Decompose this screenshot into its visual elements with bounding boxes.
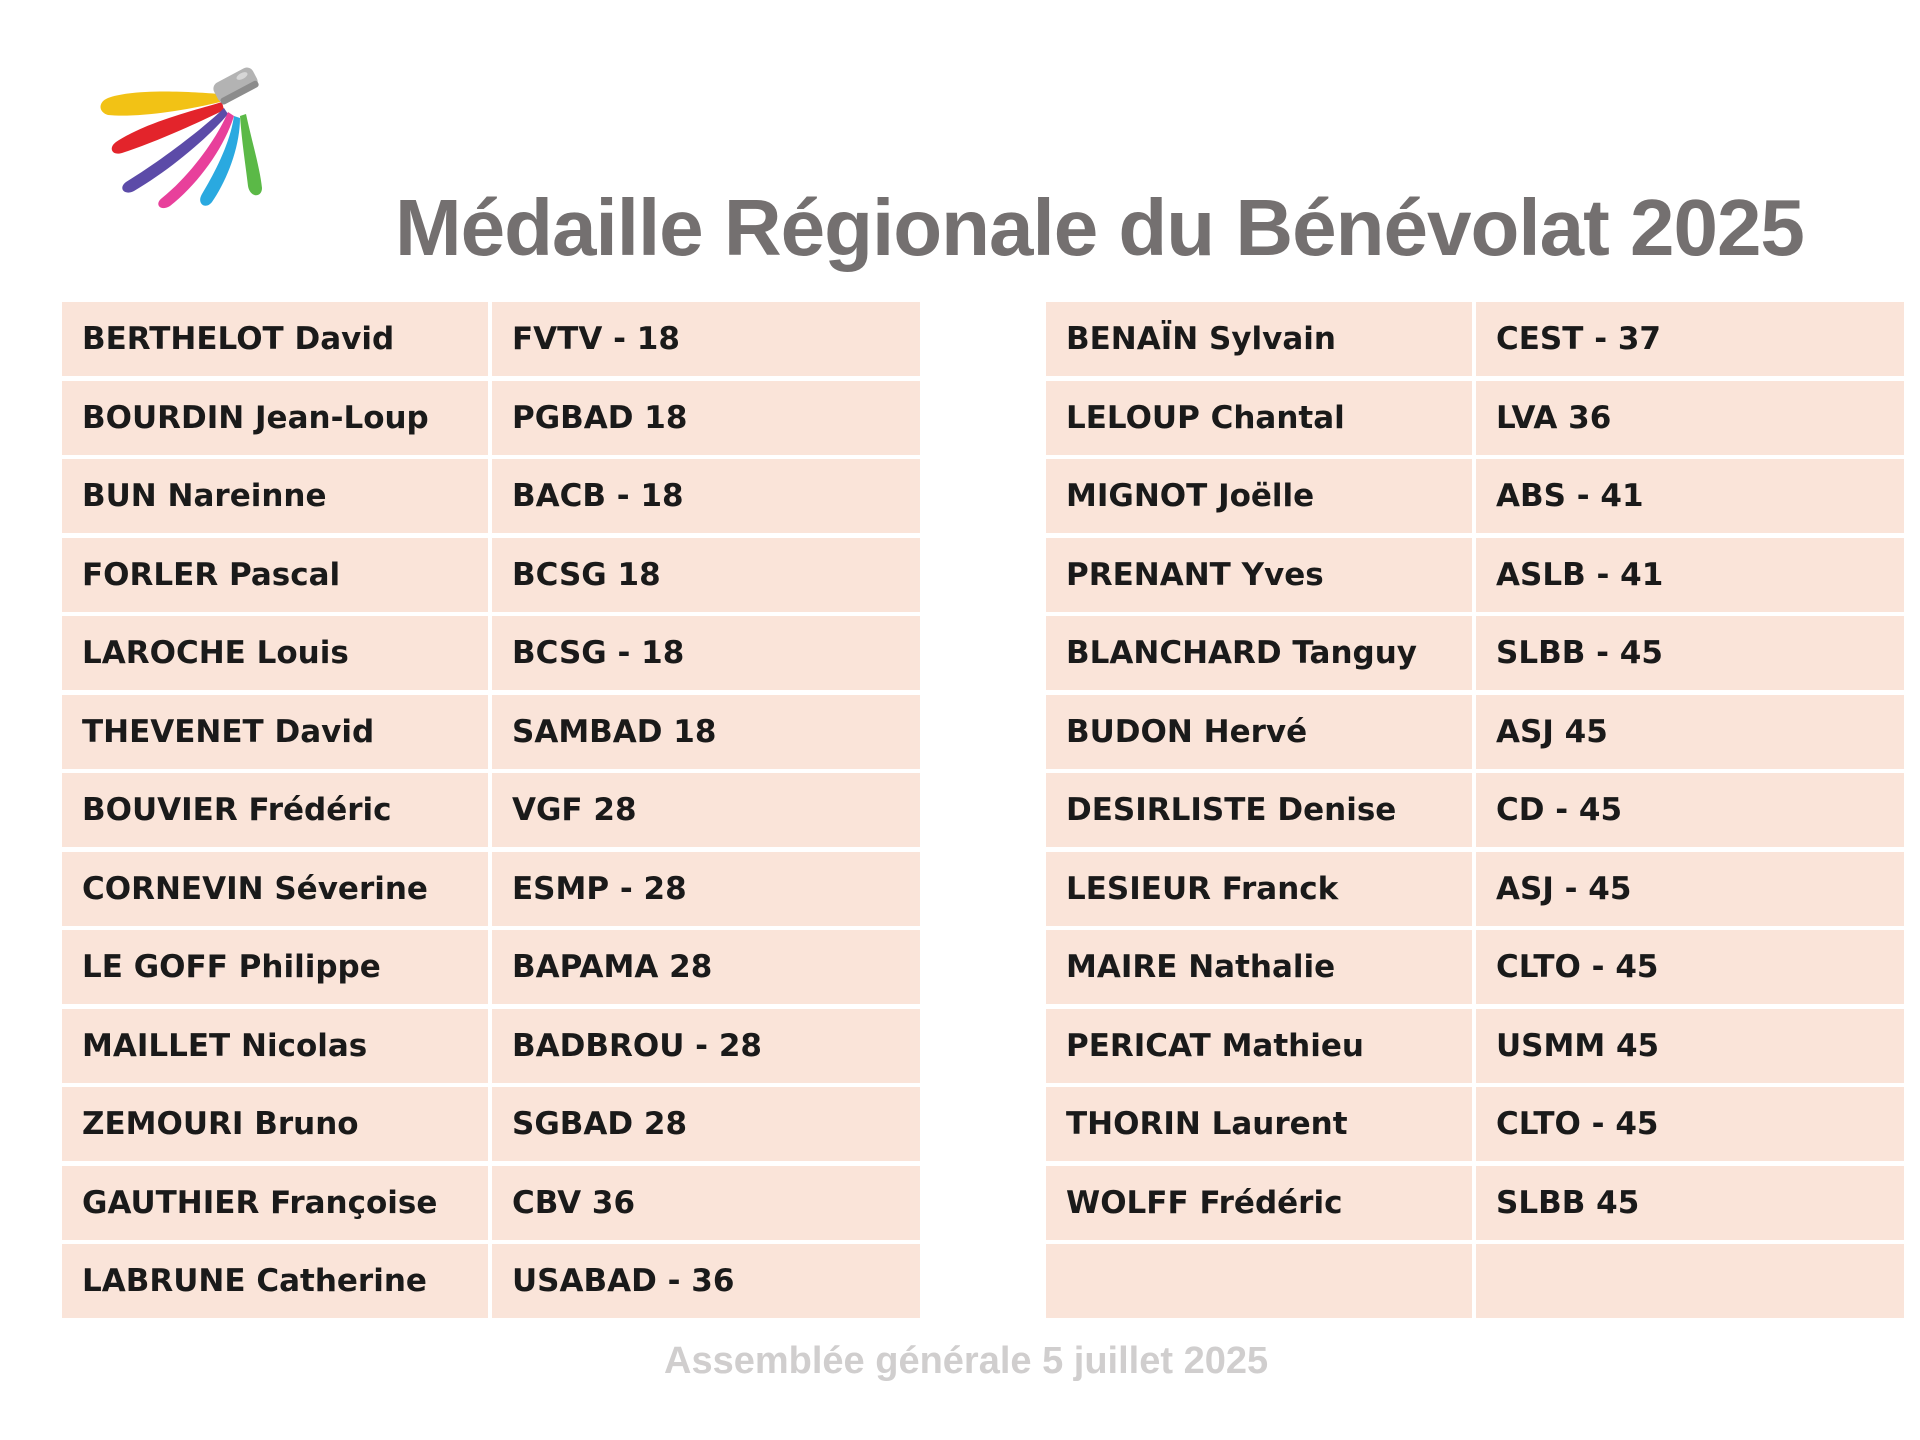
volunteer-name: BOUVIER Frédéric (62, 773, 488, 847)
volunteer-name: LE GOFF Philippe (62, 930, 488, 1004)
roster-row (1046, 459, 1904, 533)
roster-row (1046, 1087, 1904, 1161)
roster-row (62, 1087, 920, 1161)
volunteer-roster-right (1046, 302, 1904, 1323)
roster-row (1046, 1244, 1904, 1318)
club-code: ABS - 41 (1476, 459, 1904, 533)
volunteer-name: MAIRE Nathalie (1046, 930, 1472, 1004)
club-code: CLTO - 45 (1476, 930, 1904, 1004)
volunteer-name: LESIEUR Franck (1046, 852, 1472, 926)
club-code: SAMBAD 18 (492, 695, 920, 769)
volunteer-name: MAILLET Nicolas (62, 1009, 488, 1083)
roster-row (1046, 616, 1904, 690)
club-code: SLBB 45 (1476, 1166, 1904, 1240)
roster-row (1046, 852, 1904, 926)
volunteer-name: BERTHELOT David (62, 302, 488, 376)
roster-row (1046, 930, 1904, 1004)
roster-row (62, 459, 920, 533)
page-title: Médaille Régionale du Bénévolat 2025 (395, 183, 1804, 272)
footer-caption: Assemblée générale 5 juillet 2025 (664, 1340, 1269, 1382)
roster-row (62, 695, 920, 769)
volunteer-name: THEVENET David (62, 695, 488, 769)
club-code: BCSG 18 (492, 538, 920, 612)
roster-row (62, 616, 920, 690)
volunteer-name: THORIN Laurent (1046, 1087, 1472, 1161)
volunteer-roster-left (62, 302, 920, 1323)
roster-row (1046, 1009, 1904, 1083)
volunteer-name (1046, 1244, 1472, 1318)
club-code: CEST - 37 (1476, 302, 1904, 376)
club-code: CD - 45 (1476, 773, 1904, 847)
club-code: SLBB - 45 (1476, 616, 1904, 690)
club-code: VGF 28 (492, 773, 920, 847)
club-code: CLTO - 45 (1476, 1087, 1904, 1161)
roster-row (62, 1009, 920, 1083)
roster-row (1046, 381, 1904, 455)
club-code: SGBAD 28 (492, 1087, 920, 1161)
roster-row (62, 538, 920, 612)
roster-row (1046, 773, 1904, 847)
roster-row (62, 1166, 920, 1240)
club-code: BCSG - 18 (492, 616, 920, 690)
volunteer-name: PRENANT Yves (1046, 538, 1472, 612)
roster-row (62, 852, 920, 926)
volunteer-name: BUN Nareinne (62, 459, 488, 533)
club-code: BAPAMA 28 (492, 930, 920, 1004)
roster-row (62, 381, 920, 455)
volunteer-name: FORLER Pascal (62, 538, 488, 612)
club-code: ASJ - 45 (1476, 852, 1904, 926)
club-code: BADBROU - 28 (492, 1009, 920, 1083)
club-code: CBV 36 (492, 1166, 920, 1240)
roster-row (1046, 302, 1904, 376)
shuttlecock-logo-icon (96, 52, 266, 212)
volunteer-name: LABRUNE Catherine (62, 1244, 488, 1318)
volunteer-name: BUDON Hervé (1046, 695, 1472, 769)
club-code: BACB - 18 (492, 459, 920, 533)
club-code: PGBAD 18 (492, 381, 920, 455)
club-code: ESMP - 28 (492, 852, 920, 926)
club-code: ASJ 45 (1476, 695, 1904, 769)
roster-row (62, 773, 920, 847)
volunteer-name: DESIRLISTE Denise (1046, 773, 1472, 847)
club-code: USMM 45 (1476, 1009, 1904, 1083)
club-code: ASLB - 41 (1476, 538, 1904, 612)
volunteer-name: PERICAT Mathieu (1046, 1009, 1472, 1083)
club-code: LVA 36 (1476, 381, 1904, 455)
roster-row (62, 1244, 920, 1318)
club-code (1476, 1244, 1904, 1318)
volunteer-name: MIGNOT Joëlle (1046, 459, 1472, 533)
roster-row (62, 930, 920, 1004)
volunteer-name: CORNEVIN Séverine (62, 852, 488, 926)
club-code: FVTV - 18 (492, 302, 920, 376)
roster-row (1046, 695, 1904, 769)
volunteer-name: BENAÏN Sylvain (1046, 302, 1472, 376)
club-code: USABAD - 36 (492, 1244, 920, 1318)
volunteer-name: LELOUP Chantal (1046, 381, 1472, 455)
volunteer-name: LAROCHE Louis (62, 616, 488, 690)
roster-row (1046, 1166, 1904, 1240)
volunteer-name: BLANCHARD Tanguy (1046, 616, 1472, 690)
volunteer-name: BOURDIN Jean-Loup (62, 381, 488, 455)
roster-row (1046, 538, 1904, 612)
volunteer-name: ZEMOURI Bruno (62, 1087, 488, 1161)
volunteer-name: GAUTHIER Françoise (62, 1166, 488, 1240)
volunteer-name: WOLFF Frédéric (1046, 1166, 1472, 1240)
roster-row (62, 302, 920, 376)
